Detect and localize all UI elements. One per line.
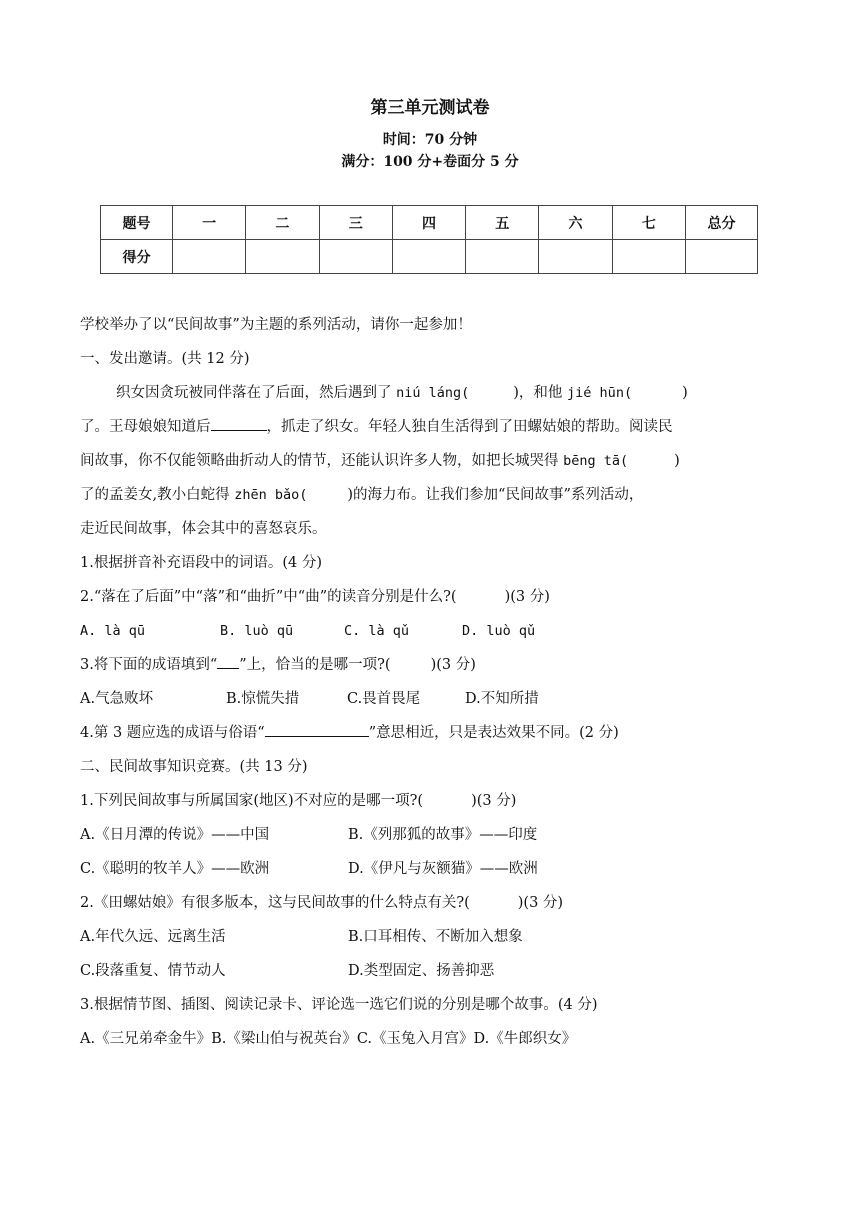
option-d: D.《牛郎织女》 (473, 1031, 577, 1047)
score-cell[interactable] (392, 240, 465, 274)
pinyin-prompt: jié hūn( (567, 385, 633, 401)
passage-line-2 (80, 416, 780, 438)
s2-q2-options-row-2 (80, 960, 780, 982)
option-a[interactable]: A.《日月潭的传说》——中国 (80, 827, 270, 843)
score-cell[interactable] (319, 240, 392, 274)
section1-heading: 一、发出邀请。(共 12 分) (80, 351, 250, 367)
answer-underline[interactable] (265, 722, 369, 737)
score-cell[interactable] (173, 240, 246, 274)
score-cell[interactable] (246, 240, 319, 274)
question-text: )(3 分) (430, 657, 476, 673)
option-b[interactable]: B.口耳相传、不断加入想象 (348, 929, 523, 945)
score-table-header-cell: 二 (246, 206, 319, 240)
question-text: ”上，恰当的是哪一项?( (239, 657, 391, 673)
passage-line-3 (80, 450, 780, 472)
passage-text: 间故事，你不仅能领略曲折动人的情节，还能认识许多人物，如把长城哭得 (80, 453, 559, 469)
score-cell[interactable] (539, 240, 612, 274)
score-table-header-cell: 题号 (101, 206, 173, 240)
answer-underline (217, 654, 239, 669)
passage-text: 了。王母娘娘知道后 (80, 419, 211, 435)
s1-question-3 (80, 654, 780, 676)
exam-full-score: 满分：100 分+卷面分 5 分 (341, 154, 519, 170)
option-c[interactable]: C. là qǔ (344, 623, 410, 639)
score-table-header-cell: 总分 (686, 206, 758, 240)
option-a[interactable]: A. là qū (80, 623, 146, 639)
option-d[interactable]: D.不知所措 (465, 691, 539, 707)
score-table-header-cell: 三 (319, 206, 392, 240)
pinyin-prompt: zhēn bǎo( (234, 487, 308, 503)
intro-text: 学校举办了以“民间故事”为主题的系列活动，请你一起参加！ (80, 317, 472, 333)
score-table-score-row (101, 240, 758, 274)
score-cell[interactable] (466, 240, 539, 274)
exam-time: 时间：70 分钟 (382, 132, 478, 148)
question-text: )(3 分) (517, 895, 564, 911)
score-cell[interactable] (686, 240, 758, 274)
passage-text: ) (682, 385, 688, 401)
option-a[interactable]: A.气急败坏 (80, 691, 154, 707)
score-cell[interactable] (612, 240, 685, 274)
question-text: )(3 分) (504, 589, 550, 605)
passage-line-1 (116, 382, 816, 404)
question-text: 4.第 3 题应选的成语与俗语“ (80, 725, 265, 741)
option-b[interactable]: B.惊慌失措 (226, 691, 300, 707)
question-text: 2.《田螺姑娘》有很多版本，这与民间故事的什么特点有关?( (80, 895, 470, 911)
passage-text: ，抓走了织女。年轻人独自生活得到了田螺姑娘的帮助。阅读民 (266, 419, 673, 435)
s1-q2-options (80, 620, 780, 642)
s1-q3-options (80, 688, 780, 710)
question-text: 2.“落在了后面”中“落”和“曲折”中“曲”的读音分别是什么?( (80, 589, 457, 605)
option-d[interactable]: D.《伊凡与灰额猫》——欧洲 (348, 861, 538, 877)
question-text: ”意思相近，只是表达效果不同。(2 分) (368, 725, 619, 741)
option-d[interactable]: D.类型固定、扬善抑恶 (348, 963, 495, 979)
option-c[interactable]: C.《聪明的牧羊人》——欧洲 (80, 861, 270, 877)
score-table (100, 205, 758, 274)
passage-text: ) (674, 453, 680, 469)
s2-question-3: 3.根据情节图、插图、阅读记录卡、评论选一选它们说的分别是哪个故事。(4 分) (80, 997, 598, 1013)
score-table-header-cell: 七 (612, 206, 685, 240)
section2-heading: 二、民间故事知识竞赛。(共 13 分) (80, 759, 308, 775)
s2-q3-options (80, 1028, 780, 1050)
s1-question-1: 1.根据拼音补充语段中的词语。(4 分) (80, 555, 322, 571)
passage-text: )的海力布。让我们参加“民间故事”系列活动， (347, 487, 644, 503)
answer-underline[interactable] (211, 416, 267, 431)
s1-question-4 (80, 722, 780, 744)
score-row-label: 得分 (101, 240, 173, 274)
option-b[interactable]: B. luò qū (220, 623, 294, 639)
passage-text: 织女因贪玩被同伴落在了后面，然后遇到了 (116, 385, 392, 401)
score-table-header-cell: 六 (539, 206, 612, 240)
score-table-header-cell: 四 (392, 206, 465, 240)
passage-line-4 (80, 484, 780, 506)
option-c: C.《玉兔入月宫》 (356, 1031, 474, 1047)
option-b[interactable]: B.《列那狐的故事》——印度 (348, 827, 538, 843)
passage-text: )，和他 (513, 385, 563, 401)
option-b: B.《梁山伯与祝英台》 (211, 1031, 357, 1047)
question-text: 1.下列民间故事与所属国家(地区)不对应的是哪一项?( (80, 793, 424, 809)
option-c[interactable]: C.畏首畏尾 (347, 691, 421, 707)
s2-q1-options-row-1 (80, 824, 780, 846)
s2-q1-options-row-2 (80, 858, 780, 880)
passage-line-5: 走近民间故事，体会其中的喜怒哀乐。 (80, 521, 327, 537)
option-c[interactable]: C.段落重复、情节动人 (80, 963, 226, 979)
option-a: A.《三兄弟牵金牛》 (80, 1031, 212, 1047)
option-a[interactable]: A.年代久远、远离生活 (80, 929, 226, 945)
s2-question-1 (80, 790, 780, 812)
pinyin-prompt: bēng tā( (563, 453, 629, 469)
option-d[interactable]: D. luò qǔ (462, 623, 536, 639)
pinyin-prompt: niú láng( (396, 385, 470, 401)
score-table-header-cell: 五 (466, 206, 539, 240)
score-table-header-row (101, 206, 758, 240)
passage-text: 了的孟姜女,教小白蛇得 (80, 487, 230, 503)
s2-q2-options-row-1 (80, 926, 780, 948)
s1-question-2 (80, 586, 780, 608)
exam-title: 第三单元测试卷 (370, 98, 490, 118)
s2-question-2 (80, 892, 780, 914)
question-text: 3.将下面的成语填到“ (80, 657, 218, 673)
question-text: )(3 分) (471, 793, 517, 809)
score-table-header-cell: 一 (173, 206, 246, 240)
